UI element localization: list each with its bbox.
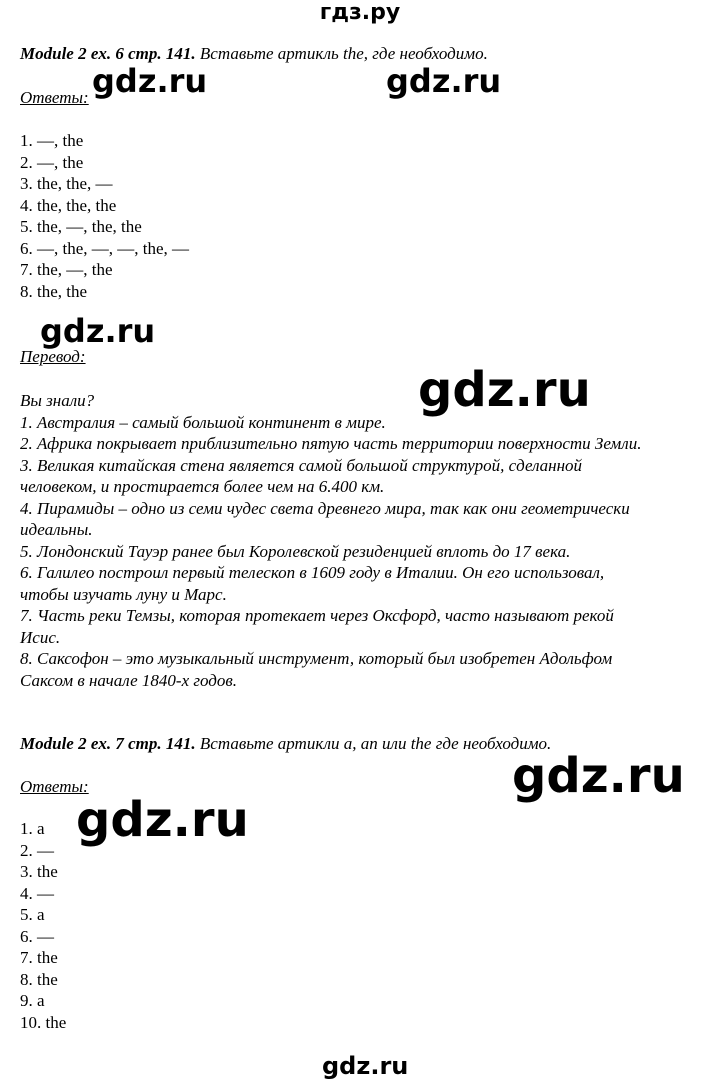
answer-item: 1. —, the xyxy=(20,131,84,150)
answer-item: 8. the xyxy=(20,969,58,989)
answer-item: 2. —, the xyxy=(20,152,84,172)
answer-item: 4. — xyxy=(20,883,54,903)
translation-line: Саксом в начале 1840-х годов. xyxy=(20,670,238,690)
exercise-1-heading-bold: Module 2 ex. 6 стр. 141. xyxy=(20,44,196,63)
exercise-2-heading-bold: Module 2 ex. 7 стр. 141. xyxy=(20,734,196,753)
translation-line: Исис. xyxy=(20,627,61,647)
translation-line: 1. Австралия – самый большой континент в мире. xyxy=(20,412,386,432)
translation-line: 6. Галилео построил первый телескоп в 1609 году в Италии. Он его использовал, xyxy=(20,563,605,582)
translation-line: идеальны. xyxy=(20,520,93,539)
answer-item: 6. —, the, —, —, the, — xyxy=(20,238,190,258)
watermark: gdz.ru xyxy=(386,62,502,100)
answer-item: 9. a xyxy=(20,991,45,1010)
answer-item: 6. — xyxy=(20,926,54,946)
exercise-2-answers-label: Ответы: xyxy=(20,777,89,796)
translation-line: чтобы изучать луну и Марс. xyxy=(20,584,227,604)
answer-item: 1. a xyxy=(20,819,45,838)
exercise-1-translation-label: Перевод: xyxy=(20,347,86,366)
watermark: gdz.ru xyxy=(322,1052,409,1080)
exercise-2-answers-list xyxy=(20,818,66,1033)
answer-item: 8. the, the xyxy=(20,281,88,301)
translation-line: 7. Часть реки Темзы, которая протекает через Оксфорд, часто называют рекой xyxy=(20,606,614,625)
watermark: gdz.ru xyxy=(512,748,685,804)
exercise-2-heading-text: Вставьте артикли a, an или the где необходимо. xyxy=(195,734,552,753)
answer-item: 2. — xyxy=(20,840,54,860)
translation-line: 2. Африка покрывает приблизительно пятую часть территории поверхности Земли. xyxy=(20,434,642,453)
answer-item: 3. the, the, — xyxy=(20,174,113,193)
exercise-2-heading xyxy=(20,733,551,755)
translation-line: 8. Саксофон – это музыкальный инструмент, который был изобретен Адольфом xyxy=(20,649,613,668)
answer-item: 4. the, the, the xyxy=(20,195,117,215)
watermark: gdz.ru xyxy=(418,362,591,418)
translation-line: Вы знали? xyxy=(20,391,95,410)
watermark: gdz.ru xyxy=(76,792,249,848)
site-title: гдз.ру xyxy=(319,0,401,25)
answer-item: 10. the xyxy=(20,1012,67,1032)
translation-line: 5. Лондонский Тауэр ранее был Королевской резиденцией вплоть до 17 века. xyxy=(20,541,571,561)
exercise-1-translation xyxy=(20,390,641,691)
translation-line: 4. Пирамиды – одно из семи чудес света древнего мира, так как они геометрически xyxy=(20,498,630,518)
exercise-1-answers-list xyxy=(20,130,189,302)
watermark: gdz.ru xyxy=(92,62,208,100)
exercise-1-answers-label: Ответы: xyxy=(20,88,89,107)
exercise-1-heading-text: Вставьте артикль the, где необходимо. xyxy=(195,44,488,63)
watermark: gdz.ru xyxy=(40,312,156,350)
translation-line: 3. Великая китайская стена является самой большой структурой, сделанной xyxy=(20,455,583,475)
translation-line: человеком, и простирается более чем на 6.400 км. xyxy=(20,477,385,496)
answer-item: 7. the xyxy=(20,948,58,967)
answer-item: 3. the xyxy=(20,862,58,881)
answer-item: 5. a xyxy=(20,905,45,924)
answer-item: 5. the, —, the, the xyxy=(20,217,142,236)
answer-item: 7. the, —, the xyxy=(20,260,113,279)
